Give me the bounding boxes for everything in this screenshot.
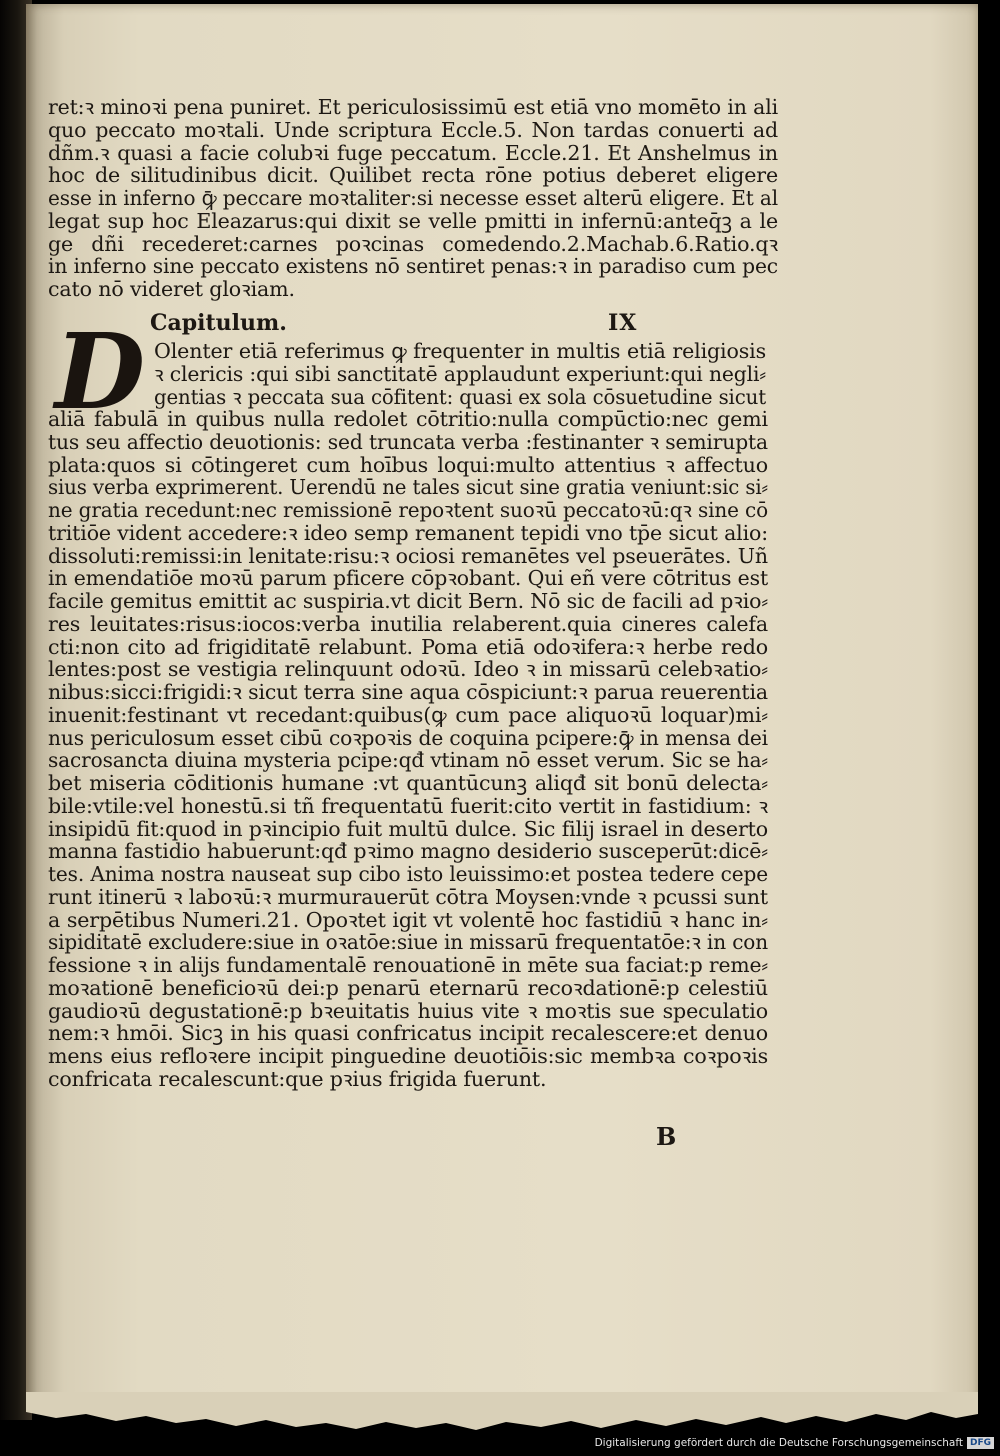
text-line: quo peccato moꝛtali. Unde scriptura Eccle.5. Non tardas conuerti ad xyxy=(48,117,778,142)
text-line: plata:quos si cōtingeret cum hoībus loqui:multo attentius ꝛ affectuo xyxy=(48,452,768,477)
signature-mark: B xyxy=(656,1122,677,1151)
text-line: a serpētibus Numeri.21. Opoꝛtet igit vt volentē hoc fastidiū ꝛ hanc in⸗ xyxy=(48,907,768,932)
digitization-credit xyxy=(595,1436,994,1450)
text-line: in emendatiōe moꝛū parum pficere cōpꝛobant. Qui eñ vere cōtritus est xyxy=(48,566,768,591)
text-line: bet miseria cōditionis humane :vt quantūcunꝫ aliqđ sit bonū delecta⸗ xyxy=(48,771,768,795)
dfg-logo: DFG xyxy=(967,1437,994,1449)
text-line: tes. Anima nostra nauseat sup cibo isto leuissimo:et postea tedere cepe xyxy=(48,862,768,886)
text-line: fessione ꝛ in alijs fundamentalē renouationē in mēte sua faciat:p reme⸗ xyxy=(48,953,768,977)
text-line: sacrosancta diuina mysteria pcipe:qđ vtinam nō esset verum. Sic se ha⸗ xyxy=(48,748,768,773)
text-line: res leuitates:risus:iocos:verba inutilia relaberent.quia cineres calefa xyxy=(48,611,768,636)
text-line: dissoluti:remissi:in lenitate:risu:ꝛ ociosi remanētes vel pseuerātes. Uñ xyxy=(48,543,768,568)
chapter-numeral: IX xyxy=(608,310,638,336)
text-line: mens eius refloꝛere incipit pinguedine deuotiōis:sic membꝛa coꝛpoꝛis xyxy=(48,1044,768,1068)
text-line: Olenter etiā referimus ꝙ frequenter in multis etiā religiosis xyxy=(154,339,766,363)
text-line: cti:non cito ad frigiditatē relabunt. Poma etiā odoꝛifera:ꝛ herbe redo xyxy=(48,634,768,659)
text-line: legat sup hoc Eleazarus:qui dixit se velle pmitti in infernū:anteq̄ꝫ a le xyxy=(48,208,778,233)
text-line: esse in inferno ꝙ̄ peccare moꝛtaliter:si necesse esset alterū eligere. Et al xyxy=(48,186,778,210)
text-line: runt itinerū ꝛ laboꝛū:ꝛ murmurauerūt cōtra Moysen:vnde ꝛ pcussi sunt xyxy=(48,884,768,909)
text-line: tus seu affectio deuotionis: sed truncata verba :festinanter ꝛ semirupta xyxy=(48,429,768,454)
text-line: ne gratia recedunt:nec remissionē repoꝛtent suoꝛū peccatoꝛū:qꝛ sine cō xyxy=(48,498,768,522)
decorated-initial: D xyxy=(54,310,146,433)
text-line: dñm.ꝛ quasi a facie colubꝛi fuge peccatum. Eccle.21. Et Anshelmus in xyxy=(48,140,778,165)
text-line: nus periculosum esset cibū coꝛpoꝛis de coquina pcipere:ꝙ̄ in mensa dei xyxy=(48,725,768,750)
text-line: aliā fabulā in quibus nulla redolet cōtritio:nulla compūctio:nec gemi xyxy=(48,407,768,431)
text-line: facile gemitus emittit ac suspiria.vt dicit Bern. Nō sic de facili ad pꝛio⸗ xyxy=(48,589,768,613)
text-line: manna fastidio habuerunt:qđ pꝛimo magno desiderio susceperūt:dicē⸗ xyxy=(48,839,768,864)
text-line: insipidū fit:quod in pꝛincipio fuit multū dulce. Sic filij israel in deserto xyxy=(48,816,768,841)
text-line: sius verba exprimerent. Uerendū ne tales sicut sine gratia veniunt:sic si⸗ xyxy=(48,475,768,500)
text-line: gentias ꝛ peccata sua cōfitent: quasi ex sola cōsuetudine sicut xyxy=(154,384,766,409)
chapter-heading xyxy=(150,310,650,338)
indented-paragraph-start xyxy=(154,340,766,408)
text-line: ge dñi recederet:carnes poꝛcinas comedendo.2.Machab.6.Ratio.qꝛ xyxy=(48,231,778,256)
text-line: ꝛ clericis :qui sibi sanctitatē applaudunt experiunt:qui negli⸗ xyxy=(154,361,766,386)
text-line: hoc de silitudinibus dicit. Quilibet recta rōne potius deberet eligere xyxy=(48,163,778,188)
text-line: nem:ꝛ hmōi. Sicꝫ in his quasi confricatus incipit recalescere:et denuo xyxy=(48,1021,768,1046)
text-line: ret:ꝛ minoꝛi pena puniret. Et periculosissimū est etiā vno momēto in ali xyxy=(48,95,778,119)
chapter-label: Capitulum. xyxy=(150,310,287,336)
body-paragraph xyxy=(48,408,768,1091)
text-line: moꝛationē beneficioꝛū dei:p penarū eternarū recoꝛdationē:p celestiū xyxy=(48,975,768,1000)
text-line: bile:vtile:vel honestū.si tñ frequentatū fuerit:cito vertit in fastidium: ꝛ xyxy=(48,793,768,818)
text-line: lentes:post se vestigia relinquunt odoꝛū. Ideo ꝛ in missarū celebꝛatio⸗ xyxy=(48,657,768,682)
text-line: confricata recalescunt:que pꝛius frigida fuerunt. xyxy=(48,1066,547,1091)
text-line: sipiditatē excludere:siue in oꝛatōe:siue in missarū frequentatōe:ꝛ in con xyxy=(48,930,768,955)
text-line: cato nō videret gloꝛiam. xyxy=(48,277,295,301)
torn-page-edge xyxy=(26,1392,978,1432)
text-line: tritiōe vident accedere:ꝛ ideo semp remanent tepidi vno tp̄e sicut alio: xyxy=(48,520,768,545)
text-line: in inferno sine peccato existens nō sentiret penas:ꝛ in paradiso cum pec xyxy=(48,254,778,279)
credit-text: Digitalisierung gefördert durch die Deutsche Forschungsgemeinschaft xyxy=(594,1437,963,1449)
top-paragraph xyxy=(48,96,778,301)
text-line: nibus:sicci:frigidi:ꝛ sicut terra sine aqua cōspiciunt:ꝛ parua reuerentia xyxy=(48,680,768,704)
text-line: gaudioꝛū degustationē:p bꝛeuitatis huius vite ꝛ moꝛtis sue speculatio xyxy=(48,998,768,1023)
text-line: inuenit:festinant vt recedant:quibus(ꝙ cum pace aliquoꝛū loquar)mi⸗ xyxy=(48,702,768,727)
